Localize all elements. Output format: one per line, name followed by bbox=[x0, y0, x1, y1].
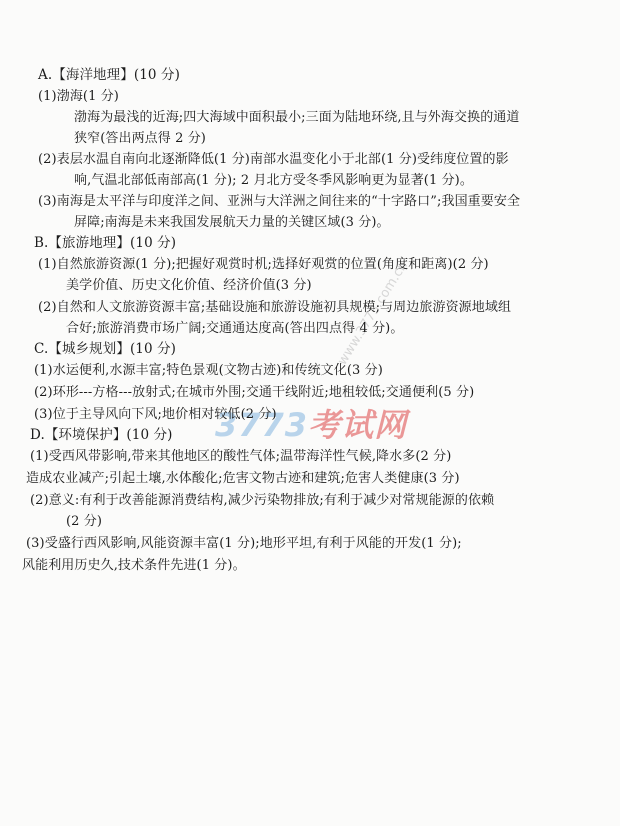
answer-line: (2)自然和人文旅游资源丰富;基础设施和旅游设施初具规模;与周边旅游资源地域组 bbox=[38, 300, 512, 315]
answer-line: (3)受盛行西风影响,风能资源丰富(1 分);地形平坦,有利于风能的开发(1 分); bbox=[26, 536, 462, 551]
answer-line: 屏障;南海是未来我国发展航天力量的关键区域(3 分)。 bbox=[74, 215, 390, 230]
answer-line: (2)意义:有利于改善能源消费结构,减少污染物排放;有利于减少对常规能源的依赖 bbox=[30, 493, 495, 508]
answer-line: (1)水运便利,水源丰富;特色景观(文物古迹)和传统文化(3 分) bbox=[34, 363, 383, 378]
answer-line: 合好;旅游消费市场广阔;交通通达度高(答出四点得 4 分)。 bbox=[66, 321, 404, 336]
watermark-logo-text: 考试网 bbox=[308, 406, 408, 444]
answer-line: (2)表层水温自南向北逐渐降低(1 分)南部水温变化小于北部(1 分)受纬度位置的影 bbox=[38, 152, 509, 167]
section-b-heading: B.【旅游地理】(10 分) bbox=[34, 235, 177, 251]
answer-line: 狭窄(答出两点得 2 分) bbox=[74, 131, 206, 146]
answer-line: 渤海为最浅的近海;四大海域中面积最小;三面为陆地环绕,且与外海交换的通道 bbox=[74, 110, 520, 125]
answer-line: (1)受西风带影响,带来其他地区的酸性气体;温带海洋性气候,降水多(2 分) bbox=[30, 449, 452, 464]
watermark-url: www.3773.com.cn bbox=[335, 258, 411, 368]
section-d-heading: D.【环境保护】(10 分) bbox=[30, 427, 173, 443]
answer-line: (3)南海是太平洋与印度洋之间、亚洲与大洋洲之间往来的“十字路口”;我国重要安全 bbox=[38, 194, 521, 209]
section-c-heading: C.【城乡规划】(10 分) bbox=[34, 341, 177, 357]
section-a-heading: A.【海洋地理】(10 分) bbox=[38, 67, 180, 83]
watermark-logo-number: 3773 bbox=[215, 406, 309, 444]
answer-line: (2)环形---方格---放射式;在城市外围;交通干线附近;地租较低;交通便利(5 分) bbox=[34, 385, 475, 400]
answer-line: (1)自然旅游资源(1 分);把握好观赏时机;选择好观赏的位置(角度和距离)(2 分) bbox=[38, 257, 489, 272]
answer-line: (1)渤海(1 分) bbox=[38, 89, 119, 104]
answer-line: 造成农业减产;引起土壤,水体酸化;危害文物古迹和建筑;危害人类健康(3 分) bbox=[26, 471, 460, 486]
answer-line: 风能利用历史久,技术条件先进(1 分)。 bbox=[22, 558, 246, 573]
answer-line: (3)位于主导风向下风;地价相对较低(2 分) bbox=[34, 407, 277, 422]
answer-line: (2 分) bbox=[66, 514, 103, 529]
answer-line: 美学价值、历史文化价值、经济价值(3 分) bbox=[66, 278, 312, 293]
answer-line: 响,气温北部低南部高(1 分); 2 月北方受冬季风影响更为显著(1 分)。 bbox=[74, 173, 473, 188]
